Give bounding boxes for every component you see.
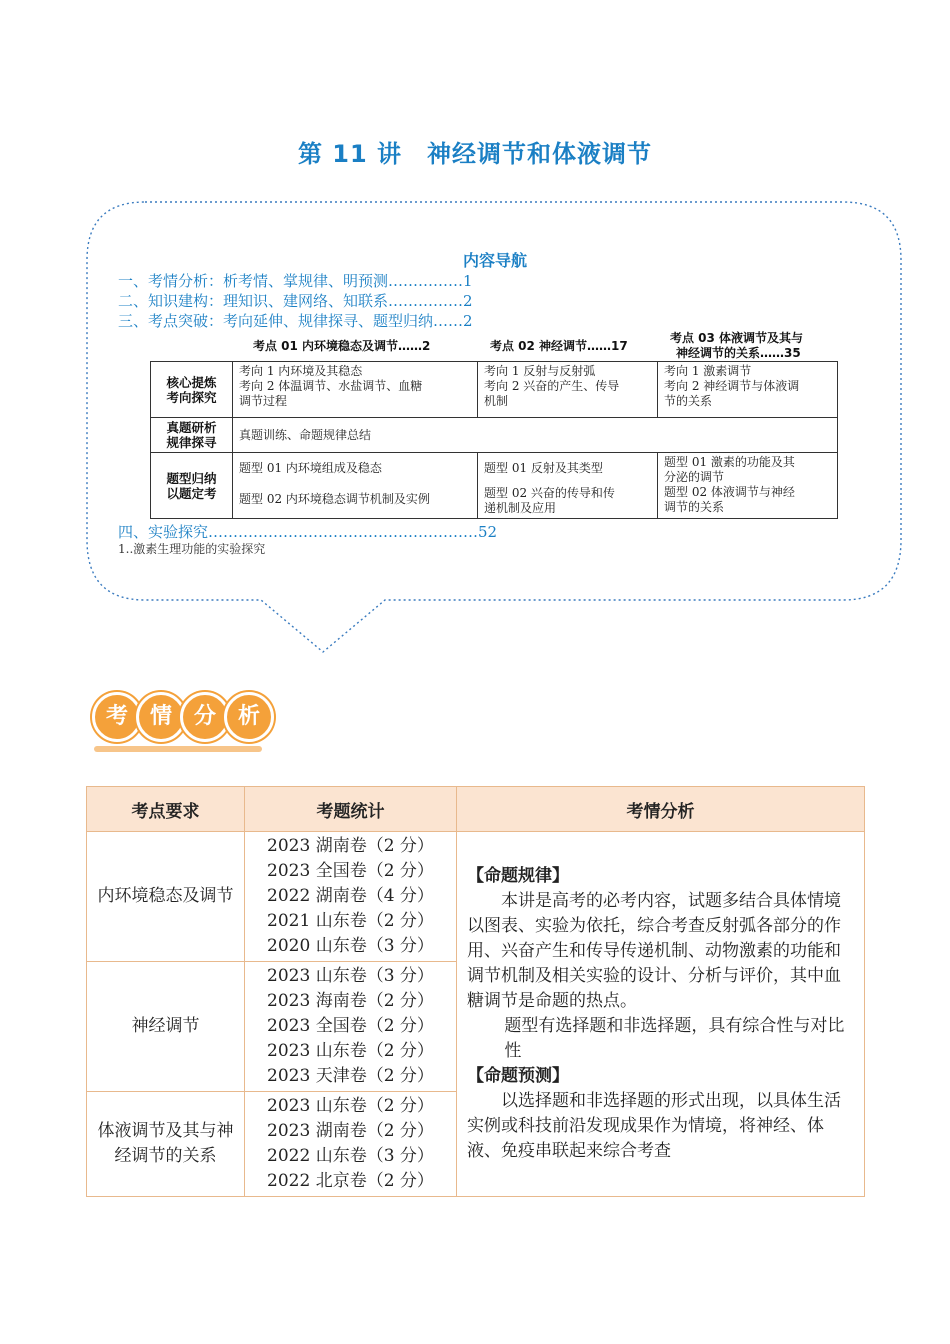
nav-cell: 题型 01 激素的功能及其 分泌的调节 题型 02 体液调节与神经 调节的关系 bbox=[658, 453, 838, 519]
analysis-cell bbox=[457, 832, 865, 1197]
nav-note: 1..激素生理功能的实验探究 bbox=[118, 542, 266, 556]
nav-cell-merged: 真题训练、命题规律总结 bbox=[233, 418, 838, 453]
statistics-cell: 2023 山东卷（3 分） 2023 海南卷（2 分） 2023 全国卷（2 分） 2023 山东卷（2 分） 2023 天津卷（2 分） bbox=[245, 962, 457, 1092]
badge-char-2: 情 bbox=[136, 692, 186, 742]
nav-row-label: 真题研析 规律探寻 bbox=[151, 418, 233, 453]
badge-char-1: 考 bbox=[92, 692, 142, 742]
nav-line-3: 三、考点突破：考向延伸、规律探寻、题型归纳……2 bbox=[118, 312, 473, 330]
header-analysis: 考情分析 bbox=[457, 787, 865, 832]
nav-col-head-1: 考点 01 内环境稳态及调节……2 bbox=[253, 339, 431, 353]
nav-cell: 考向 1 激素调节 考向 2 神经调节与体液调 节的关系 bbox=[658, 362, 838, 418]
nav-line-2: 二、知识建构：理知识、建网络、知联系……………2 bbox=[118, 292, 473, 310]
nav-row-types bbox=[151, 453, 838, 519]
analysis-heading-forecast: 【命题预测】 bbox=[467, 1066, 569, 1086]
analysis-types-text: 题型有选择题和非选择题，具有综合性与对比性 bbox=[504, 1016, 845, 1061]
page-title: 第 11 讲 神经调节和体液调节 bbox=[297, 140, 653, 168]
nav-table bbox=[150, 361, 838, 519]
nav-cell: 考向 1 内环境及其稳态 考向 2 体温调节、水盐调节、血糖 调节过程 bbox=[233, 362, 478, 418]
nav-cell: 题型 01 反射及其类型 题型 02 兴奋的传导和传 递机制及应用 bbox=[478, 453, 658, 519]
requirement-cell: 神经调节 bbox=[87, 962, 245, 1092]
nav-col-head-2: 考点 02 神经调节……17 bbox=[490, 339, 628, 353]
table-header-row bbox=[87, 787, 865, 832]
badge-underline bbox=[94, 746, 262, 752]
analysis-rules-text: 本讲是高考的必考内容，试题多结合具体情境以图表、实验为依托，综合考查反射弧各部分的作用、兴奋产生和传导传递机制、动物激素的功能和调节机制及相关实验的设计、分析与评价，其中血糖调节是命题的热点。 bbox=[467, 891, 841, 1011]
nav-row-core bbox=[151, 362, 838, 418]
header-statistics: 考题统计 bbox=[245, 787, 457, 832]
statistics-cell: 2023 山东卷（2 分） 2023 湖南卷（2 分） 2022 山东卷（3 分） 2022 北京卷（2 分） bbox=[245, 1092, 457, 1197]
nav-line-4: 四、实验探究………………………………………………52 bbox=[118, 523, 498, 541]
header-requirement: 考点要求 bbox=[87, 787, 245, 832]
requirement-cell: 内环境稳态及调节 bbox=[87, 832, 245, 962]
nav-row-label: 核心提炼 考向探究 bbox=[151, 362, 233, 418]
nav-heading: 内容导航 bbox=[462, 251, 527, 270]
requirement-cell: 体液调节及其与神经调节的关系 bbox=[87, 1092, 245, 1197]
nav-row-label: 题型归纳 以题定考 bbox=[151, 453, 233, 519]
nav-row-exam bbox=[151, 418, 838, 453]
analysis-forecast-text: 以选择题和非选择题的形式出现，以具体生活实例或科技前沿发现成果作为情境，将神经、体液、免疫串联起来综合考查 bbox=[467, 1091, 841, 1161]
nav-cell: 考向 1 反射与反射弧 考向 2 兴奋的产生、传导 机制 bbox=[478, 362, 658, 418]
analysis-heading-rules: 【命题规律】 bbox=[467, 866, 569, 886]
nav-line-1: 一、考情分析：析考情、掌规律、明预测……………1 bbox=[118, 272, 473, 290]
nav-col-head-3b: 神经调节的关系……35 bbox=[676, 346, 801, 360]
nav-col-head-3a: 考点 03 体液调节及其与 bbox=[670, 331, 804, 345]
statistics-cell: 2023 湖南卷（2 分） 2023 全国卷（2 分） 2022 湖南卷（4 分） 2021 山东卷（2 分） 2020 山东卷（3 分） bbox=[245, 832, 457, 962]
nav-cell: 题型 01 内环境组成及稳态 题型 02 内环境稳态调节机制及实例 bbox=[233, 453, 478, 519]
exam-analysis-table bbox=[86, 786, 865, 1197]
table-row bbox=[87, 832, 865, 962]
badge-char-3: 分 bbox=[180, 692, 230, 742]
badge-char-4: 析 bbox=[224, 692, 274, 742]
